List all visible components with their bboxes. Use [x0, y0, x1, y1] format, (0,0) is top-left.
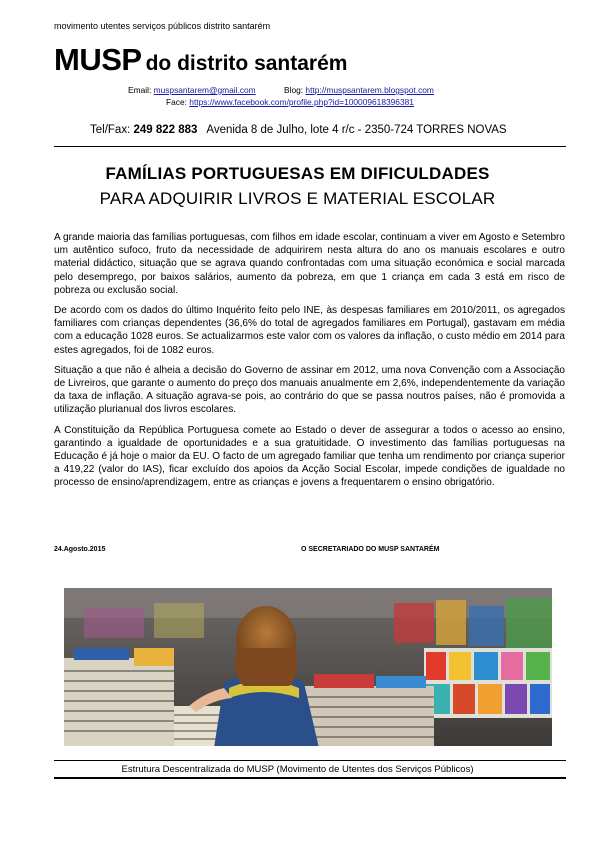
footer-text: Estrutura Descentralizada do MUSP (Movimento de Utentes dos Serviços Públicos) [121, 764, 474, 775]
header-divider [54, 146, 566, 147]
brand-acronym: MUSP [54, 42, 142, 77]
org-topline: movimento utentes serviços públicos distrito santarém [54, 21, 271, 31]
contact-line-email-blog [128, 85, 434, 95]
signature: O SECRETARIADO DO MUSP SANTARÉM [301, 546, 440, 553]
email-link[interactable]: muspsantarem@gmail.com [153, 85, 256, 95]
address-line [90, 124, 507, 136]
article-body [54, 231, 565, 497]
email-label: Email: [128, 85, 152, 95]
telfax-label: Tel/Fax: [90, 124, 131, 136]
paragraph: Situação a que não é alheia a decisão do Governo de assinar em 2012, uma nova Convenção com a Associação de Livreiros, que garante o aumento do preço dos manuais anualmente em 2,6%, independentemente da variação da taxa de inflação. A situação agrava-se pois, ao contrário do que se passa noutros países, não é promovida a utilização plurianual dos livros escolares. [54, 364, 565, 416]
paragraph: A Constituição da República Portuguesa comete ao Estado o dever de assegurar a todos o acesso ao ensino, garantindo a igualdade de oportunidades e a sua gratuitidade. O investimento das famílias portuguesas na Educação é já hoje o maior da EU. O facto de um agregado familiar que tenha um rendimento por criança superior a 419,22 (valor do IAS), ficar excluído dos apoios da Acção Social Escolar, impede condições de igualdade no processo de ensino/aprendizagem, entre as crianças e jovens a frequentarem o ensino obrigatório. [54, 424, 565, 489]
document-date: 24.Agosto.2015 [54, 546, 106, 553]
contact-line-face [166, 97, 414, 107]
brand-subtitle: do distrito santarém [145, 52, 348, 75]
face-label: Face: [166, 97, 187, 107]
telfax-number: 249 822 883 [133, 124, 198, 136]
footer-top-divider [54, 760, 566, 761]
blog-label: Blog: [284, 85, 304, 95]
blog-link[interactable]: http://muspsantarem.blogspot.com [305, 85, 434, 95]
brand-heading [54, 42, 347, 78]
article-subtitle: PARA ADQUIRIR LIVROS E MATERIAL ESCOLAR [99, 189, 496, 208]
footer-divider [54, 777, 566, 779]
paragraph: De acordo com os dados do último Inquérito feito pelo INE, às despesas familiares em 2010/2011, os agregados familiares com crianças dependentes (36,6% do total de agregados familiares em Portugal), gastavam em média com a educação 1028 euros. Se actualizarmos este valor com os valores da inflação, o custo médio em 2014 para estes agregados, foi de 1082 euros. [54, 305, 565, 356]
paragraph: A grande maioria das famílias portuguesas, com filhos em idade escolar, continuam a viver em Agosto e Setembro um autêntico sufoco, fruto da necessidade de adquirirem nesta altura do ano os manuais escolares e outro material didáctico, situação que se agrava quando confrontadas com uma situação económica e social marcada pelo desemprego, por baixos salários, aumento da pobreza, em que 1 criança em cada 3 está em risco de pobreza ou exclusão social. [54, 232, 565, 296]
facebook-link[interactable]: https://www.facebook.com/profile.php?id=100009618396381 [189, 97, 414, 107]
child-with-books-photo [64, 588, 552, 746]
postal-address: Avenida 8 de Julho, lote 4 r/c - 2350-724 TORRES NOVAS [206, 124, 507, 136]
article-title: FAMÍLIAS PORTUGUESAS EM DIFICULDADES [105, 164, 490, 183]
